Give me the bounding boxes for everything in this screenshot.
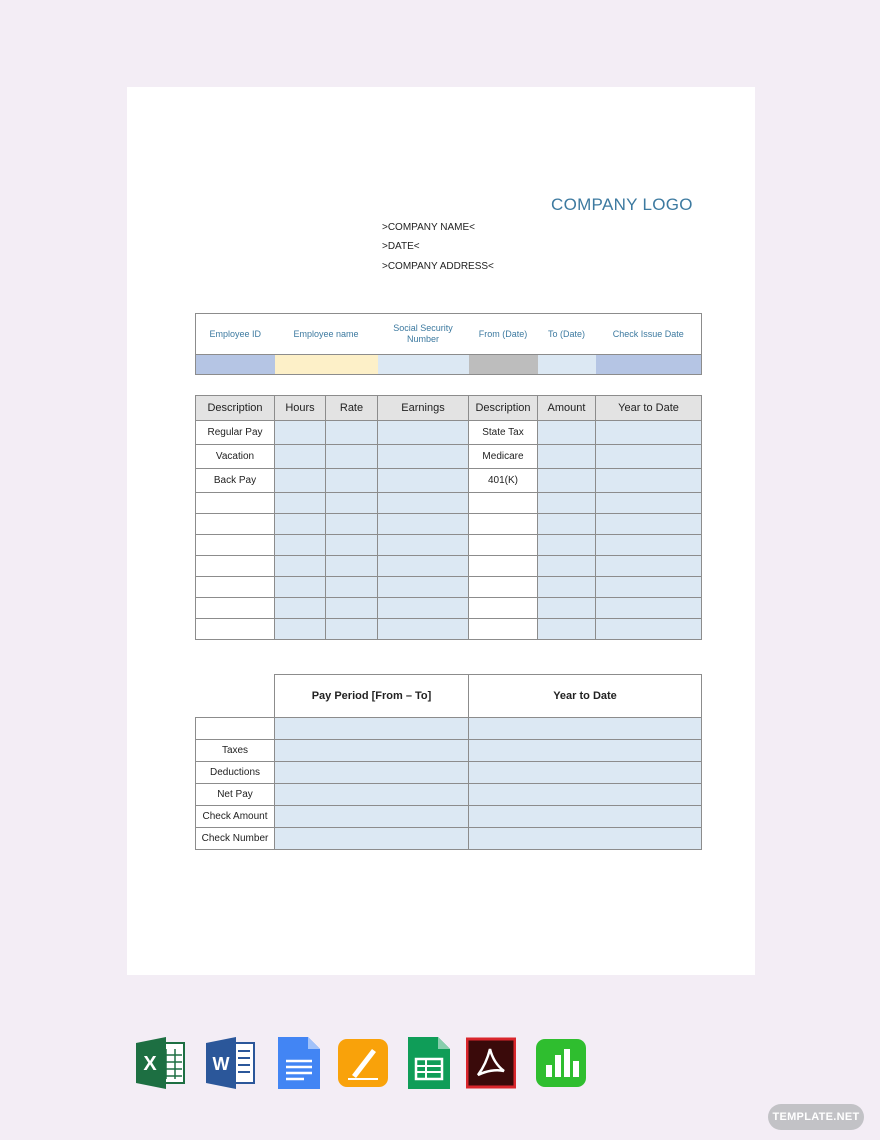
input-cell[interactable] [378, 577, 469, 598]
input-cell[interactable] [378, 493, 469, 514]
input-cell[interactable] [469, 718, 702, 740]
employee-value-cell[interactable] [469, 355, 538, 375]
header-ssn: Social Security Number [378, 314, 469, 355]
company-address: >COMPANY ADDRESS< [382, 261, 494, 272]
date-field: >DATE< [382, 241, 420, 252]
input-cell[interactable] [538, 514, 596, 535]
header-summary-year-to-date: Year to Date [469, 675, 702, 718]
header-from-date: From (Date) [469, 314, 538, 355]
header-rate: Rate [326, 396, 378, 421]
input-cell[interactable] [326, 514, 378, 535]
google-sheets-icon[interactable] [406, 1037, 456, 1089]
employee-value-cell[interactable] [378, 355, 469, 375]
input-cell[interactable] [326, 445, 378, 469]
document-page [127, 87, 755, 975]
input-cell[interactable] [275, 514, 326, 535]
table-row [196, 762, 702, 784]
input-cell[interactable] [326, 469, 378, 493]
summary-label-cell: Check Amount [196, 806, 275, 828]
input-cell[interactable] [326, 535, 378, 556]
earning-description-cell: Regular Pay [196, 421, 275, 445]
company-name: >COMPANY NAME< [382, 222, 475, 233]
header-deduction-description: Description [469, 396, 538, 421]
header-employee-name: Employee name [275, 314, 378, 355]
input-cell[interactable] [378, 598, 469, 619]
input-cell[interactable] [275, 535, 326, 556]
employee-value-cell[interactable] [538, 355, 596, 375]
input-cell[interactable] [275, 718, 469, 740]
input-cell[interactable] [469, 762, 702, 784]
deduction-description-cell [469, 493, 538, 514]
input-cell[interactable] [596, 421, 702, 445]
input-cell[interactable] [275, 806, 469, 828]
word-icon[interactable] [206, 1037, 256, 1089]
input-cell[interactable] [378, 556, 469, 577]
table-row [196, 445, 702, 469]
input-cell[interactable] [596, 535, 702, 556]
input-cell[interactable] [275, 421, 326, 445]
input-cell[interactable] [378, 514, 469, 535]
table-row [196, 421, 702, 445]
table-row [196, 469, 702, 493]
input-cell[interactable] [326, 577, 378, 598]
input-cell[interactable] [275, 598, 326, 619]
template-net-badge[interactable]: TEMPLATE.NET [768, 1104, 864, 1130]
header-year-to-date: Year to Date [596, 396, 702, 421]
input-cell[interactable] [275, 828, 469, 850]
google-docs-icon[interactable] [276, 1037, 326, 1089]
input-cell[interactable] [596, 445, 702, 469]
input-cell[interactable] [596, 598, 702, 619]
deduction-description-cell: 401(K) [469, 469, 538, 493]
earning-description-cell [196, 535, 275, 556]
input-cell[interactable] [275, 493, 326, 514]
input-cell[interactable] [538, 577, 596, 598]
earning-description-cell: Back Pay [196, 469, 275, 493]
header-hours: Hours [275, 396, 326, 421]
acrobat-pdf-icon[interactable] [466, 1037, 516, 1089]
table-row [196, 577, 702, 598]
summary-label-cell: Net Pay [196, 784, 275, 806]
input-cell[interactable] [596, 514, 702, 535]
input-cell[interactable] [326, 598, 378, 619]
earning-description-cell [196, 493, 275, 514]
input-cell[interactable] [538, 445, 596, 469]
earnings-table [195, 395, 702, 640]
header-check-issue-date: Check Issue Date [596, 314, 702, 355]
excel-icon[interactable] [136, 1037, 186, 1089]
earning-description-cell [196, 619, 275, 640]
earning-description-cell [196, 556, 275, 577]
input-cell[interactable] [275, 577, 326, 598]
employee-value-cell[interactable] [196, 355, 275, 375]
input-cell[interactable] [378, 469, 469, 493]
earning-description-cell [196, 598, 275, 619]
input-cell[interactable] [469, 784, 702, 806]
employee-value-cell[interactable] [275, 355, 378, 375]
input-cell[interactable] [469, 806, 702, 828]
input-cell[interactable] [275, 445, 326, 469]
table-row [196, 556, 702, 577]
input-cell[interactable] [378, 535, 469, 556]
table-row [196, 493, 702, 514]
employee-value-cell[interactable] [596, 355, 702, 375]
table-row [196, 619, 702, 640]
svg-text:W: W [212, 1054, 230, 1074]
input-cell[interactable] [538, 421, 596, 445]
input-cell[interactable] [596, 619, 702, 640]
deduction-description-cell [469, 619, 538, 640]
file-format-icons [0, 1037, 880, 1091]
input-cell[interactable] [538, 556, 596, 577]
input-cell[interactable] [275, 469, 326, 493]
table-row [196, 598, 702, 619]
input-cell[interactable] [275, 619, 326, 640]
table-row [196, 784, 702, 806]
company-logo: COMPANY LOGO [551, 195, 693, 214]
header-pay-period: Pay Period [From – To] [275, 675, 469, 718]
input-cell[interactable] [275, 762, 469, 784]
input-cell[interactable] [538, 598, 596, 619]
table-row [196, 718, 702, 740]
input-cell[interactable] [326, 619, 378, 640]
deduction-description-cell: State Tax [469, 421, 538, 445]
input-cell[interactable] [326, 421, 378, 445]
input-cell[interactable] [538, 535, 596, 556]
input-cell[interactable] [469, 828, 702, 850]
deduction-description-cell [469, 514, 538, 535]
table-row [196, 740, 702, 762]
pages-icon[interactable] [338, 1037, 388, 1089]
earning-description-cell [196, 577, 275, 598]
input-cell[interactable] [378, 421, 469, 445]
header-to-date: To (Date) [538, 314, 596, 355]
deduction-description-cell [469, 577, 538, 598]
input-cell[interactable] [596, 493, 702, 514]
summary-label-cell: Deductions [196, 762, 275, 784]
numbers-icon[interactable] [536, 1037, 586, 1089]
input-cell[interactable] [596, 556, 702, 577]
input-cell[interactable] [326, 556, 378, 577]
deduction-description-cell [469, 535, 538, 556]
earning-description-cell: Vacation [196, 445, 275, 469]
header-earnings: Earnings [378, 396, 469, 421]
deduction-description-cell: Medicare [469, 445, 538, 469]
input-cell[interactable] [275, 556, 326, 577]
earning-description-cell [196, 514, 275, 535]
table-row [196, 806, 702, 828]
header-amount: Amount [538, 396, 596, 421]
input-cell[interactable] [469, 740, 702, 762]
input-cell[interactable] [275, 740, 469, 762]
input-cell[interactable] [596, 577, 702, 598]
input-cell[interactable] [326, 493, 378, 514]
summary-header-blank [196, 675, 275, 718]
input-cell[interactable] [538, 619, 596, 640]
input-cell[interactable] [538, 493, 596, 514]
summary-label-cell: Check Number [196, 828, 275, 850]
input-cell[interactable] [378, 619, 469, 640]
header-description: Description [196, 396, 275, 421]
summary-label-cell [196, 718, 275, 740]
summary-label-cell: Taxes [196, 740, 275, 762]
input-cell[interactable] [275, 784, 469, 806]
deduction-description-cell [469, 556, 538, 577]
input-cell[interactable] [538, 469, 596, 493]
input-cell[interactable] [596, 469, 702, 493]
summary-table [195, 674, 702, 850]
table-row [196, 514, 702, 535]
table-row [196, 828, 702, 850]
employee-info-table [195, 313, 702, 375]
table-row [196, 535, 702, 556]
deduction-description-cell [469, 598, 538, 619]
svg-text:X: X [143, 1053, 157, 1075]
header-employee-id: Employee ID [196, 314, 275, 355]
input-cell[interactable] [378, 445, 469, 469]
